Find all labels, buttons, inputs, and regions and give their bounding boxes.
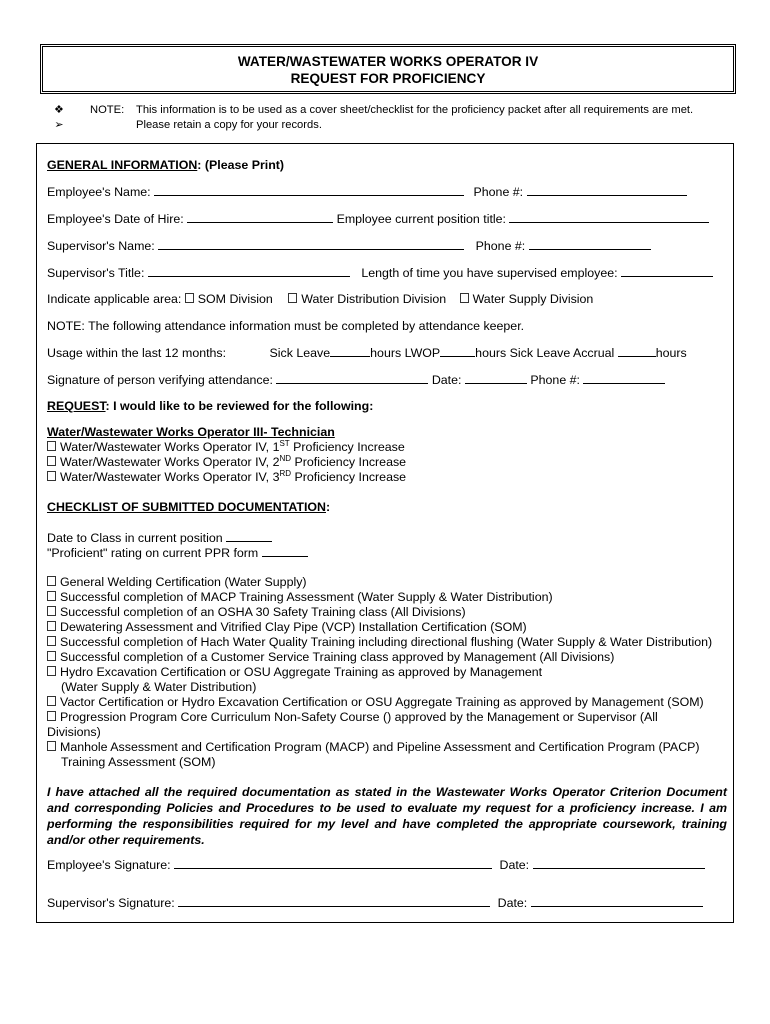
verify-signature-field[interactable] <box>276 372 428 384</box>
checklist-item[interactable]: Manhole Assessment and Certification Program (MACP) and Pipeline Assessment and Certification Program (PACP) <box>47 740 700 755</box>
position-title-field[interactable] <box>509 211 709 223</box>
checklist-item-continuation: Training Assessment (SOM) <box>61 755 216 769</box>
checklist-checkbox[interactable] <box>47 636 56 646</box>
checklist-item[interactable]: Successful completion of MACP Training Assessment (Water Supply & Water Distribution) <box>47 590 553 605</box>
supervisor-title-row: Supervisor's Title: Length of time you have supervised employee: <box>47 265 713 281</box>
form-subtitle: REQUEST FOR PROFICIENCY <box>290 71 486 86</box>
request-heading: REQUEST: I would like to be reviewed for the following: <box>47 399 374 413</box>
option-3-checkbox[interactable] <box>47 471 56 481</box>
form-body <box>36 143 734 923</box>
note-label: NOTE: <box>90 104 125 116</box>
checklist-item[interactable]: Successful completion of an OSHA 30 Safety Training class (All Divisions) <box>47 605 466 620</box>
employee-phone-field[interactable] <box>527 184 687 196</box>
usage-row: Usage within the last 12 months: Sick Leave hours LWOP hours Sick Leave Accrual hours <box>47 346 687 360</box>
verify-phone-field[interactable] <box>583 372 665 384</box>
checklist-checkbox[interactable] <box>47 651 56 661</box>
water-supply-checkbox[interactable] <box>460 293 469 303</box>
som-checkbox[interactable] <box>185 293 194 303</box>
employee-date-field[interactable] <box>533 857 705 869</box>
employee-name-row: Employee's Name: Phone #: <box>47 184 687 200</box>
supervisor-name-row: Supervisor's Name: Phone #: <box>47 238 651 254</box>
form-title: WATER/WASTEWATER WORKS OPERATOR IV <box>237 54 539 69</box>
sick-accrual-field[interactable] <box>618 345 656 357</box>
verify-signature-row: Signature of person verifying attendance: Date: Phone #: <box>47 372 665 388</box>
employee-signature-field[interactable] <box>174 857 492 869</box>
supervisor-phone-field[interactable] <box>529 238 651 250</box>
checklist-item-continuation: Divisions) <box>47 725 101 739</box>
checklist-item-continuation: (Water Supply & Water Distribution) <box>61 680 257 694</box>
checklist-item[interactable]: Successful completion of Hach Water Quality Training including directional flushing (Water Supply & Water Distribution) <box>47 635 712 650</box>
proficient-rating-row: "Proficient" rating on current PPR form <box>47 545 308 561</box>
date-to-class-row: Date to Class in current position <box>47 530 272 546</box>
checklist-item[interactable]: Hydro Excavation Certification or OSU Aggregate Training as approved by Management <box>47 665 542 680</box>
supervisor-title-field[interactable] <box>148 265 350 277</box>
checklist-item[interactable]: General Welding Certification (Water Supply) <box>47 575 307 590</box>
supervisor-signature-field[interactable] <box>178 895 490 907</box>
attendance-note: NOTE: The following attendance information must be completed by attendance keeper. <box>47 319 525 333</box>
option-1-checkbox[interactable] <box>47 441 56 451</box>
checklist-checkbox[interactable] <box>47 711 56 721</box>
checklist-checkbox[interactable] <box>47 606 56 616</box>
checklist-checkbox[interactable] <box>47 666 56 676</box>
request-option-2[interactable]: Water/Wastewater Works Operator IV, 2ND Proficiency Increase <box>47 455 406 470</box>
proficient-rating-field[interactable] <box>262 545 308 557</box>
sick-leave-field[interactable] <box>330 345 370 357</box>
diamond-bullet-icon: ❖ <box>53 104 65 116</box>
employee-signature-row: Employee's Signature: Date: <box>47 857 705 873</box>
checklist-item[interactable]: Dewatering Assessment and Vitrified Clay Pipe (VCP) Installation Certification (SOM) <box>47 620 527 635</box>
checklist-item[interactable]: Vactor Certification or Hydro Excavation Certification or OSU Aggregate Training as approved by Management (SOM) <box>47 695 704 710</box>
hire-date-row: Employee's Date of Hire: Employee current position title: <box>47 211 709 227</box>
checklist-checkbox[interactable] <box>47 621 56 631</box>
employee-name-field[interactable] <box>154 184 464 196</box>
checklist-heading: CHECKLIST OF SUBMITTED DOCUMENTATION: <box>47 500 331 514</box>
water-distribution-checkbox[interactable] <box>288 293 297 303</box>
checklist-item[interactable]: Successful completion of a Customer Service Training class approved by Management (All Divisions) <box>47 650 614 665</box>
option-2-checkbox[interactable] <box>47 456 56 466</box>
supervisor-name-field[interactable] <box>158 238 464 250</box>
note-section <box>52 103 742 133</box>
date-to-class-field[interactable] <box>226 530 272 542</box>
note-line-1: This information is to be used as a cover sheet/checklist for the proficiency packet after all requirements are met. <box>136 104 694 116</box>
general-info-heading: GENERAL INFORMATION: (Please Print) <box>47 158 285 172</box>
supervisor-signature-row: Supervisor's Signature: Date: <box>47 895 703 911</box>
checklist-checkbox[interactable] <box>47 591 56 601</box>
area-row: Indicate applicable area: SOM Division Water Distribution Division Water Supply Division <box>47 292 594 306</box>
hire-date-field[interactable] <box>187 211 333 223</box>
request-option-3[interactable]: Water/Wastewater Works Operator IV, 3RD Proficiency Increase <box>47 470 406 485</box>
checklist-checkbox[interactable] <box>47 741 56 751</box>
length-supervised-field[interactable] <box>621 265 713 277</box>
checklist-item[interactable]: Progression Program Core Curriculum Non-Safety Course () approved by the Management or Supervisor (All <box>47 710 658 725</box>
request-option-1[interactable]: Water/Wastewater Works Operator IV, 1ST Proficiency Increase <box>47 440 405 455</box>
note-line-2: Please retain a copy for your records. <box>136 119 322 131</box>
checklist-checkbox[interactable] <box>47 696 56 706</box>
attestation-statement: I have attached all the required documentation as stated in the Wastewater Works Operator Criterion Document and corresponding Policies and Procedures to be used to evaluate my request for a proficiency increase. I am performing the responsibilities required for my level and have completed the appropriate coursework, training and/or other requirements. <box>47 785 727 847</box>
request-subheading: Water/Wastewater Works Operator III- Technician <box>47 425 335 439</box>
supervisor-date-field[interactable] <box>531 895 703 907</box>
arrow-bullet-icon: ➢ <box>54 119 64 131</box>
title-box <box>40 44 736 94</box>
checklist-checkbox[interactable] <box>47 576 56 586</box>
lwop-field[interactable] <box>440 345 475 357</box>
verify-date-field[interactable] <box>465 372 527 384</box>
